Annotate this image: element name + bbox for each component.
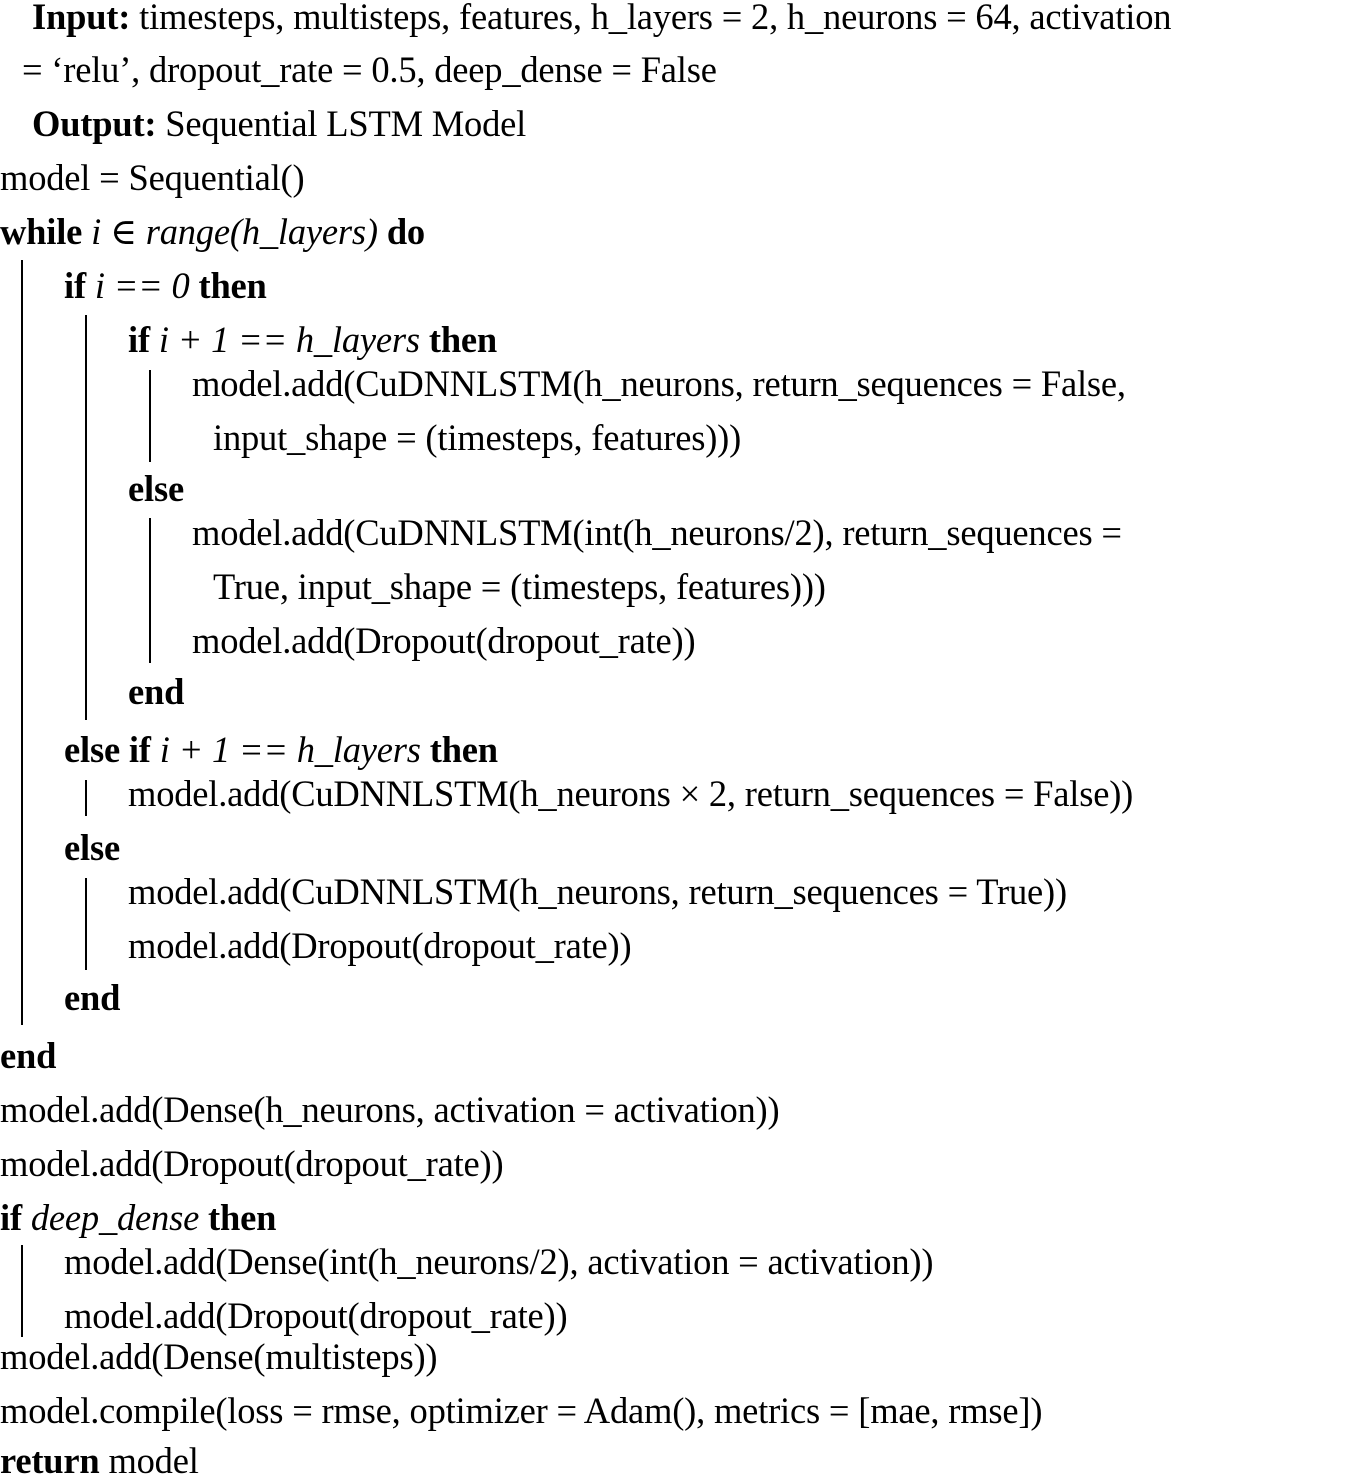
output-label: Output: — [32, 103, 157, 144]
cond-deep-dense: deep_dense — [30, 1197, 200, 1238]
kw-do: do — [386, 211, 425, 252]
while-block-bar — [21, 260, 23, 1025]
end-if-line: end — [64, 977, 121, 1018]
if-last-layer-inner-line: if i + 1 == h_layers then — [128, 319, 498, 360]
output-line — [32, 104, 526, 144]
stmt-first-else-1: model.add(CuDNNLSTM(int(h_neurons/2), return_sequences = — [192, 512, 1122, 553]
else-inner-block-bar — [149, 518, 151, 663]
else-inner-line: else — [128, 468, 184, 509]
stmt-dropout-1: model.add(Dropout(dropout_rate)) — [192, 620, 696, 661]
end-inner-line: end — [128, 671, 185, 712]
stmt-first-else-2: True, input_shape = (timesteps, features))) — [213, 566, 826, 607]
stmt-dropout-4: model.add(Dropout(dropout_rate)) — [64, 1295, 568, 1336]
else-block-bar — [85, 878, 87, 970]
kw-return: return — [0, 1440, 100, 1481]
stmt-dropout-2: model.add(Dropout(dropout_rate)) — [128, 925, 632, 966]
if-deep-dense-block-bar — [21, 1245, 23, 1337]
while-line — [0, 212, 425, 252]
model-init-line: model = Sequential() — [0, 157, 305, 198]
input-label: Input: — [32, 0, 131, 37]
else-if-block-bar — [85, 780, 87, 816]
stmt-first-last-1: model.add(CuDNNLSTM(h_neurons, return_sequences = False, — [192, 363, 1126, 404]
stmt-compile: model.compile(loss = rmse, optimizer = Adam(), metrics = [mae, rmse]) — [0, 1390, 1043, 1431]
input-params-1: timesteps, multisteps, features, h_layers = 2, h_neurons = 64, activation — [139, 0, 1172, 37]
stmt-dense-out: model.add(Dense(multisteps)) — [0, 1336, 438, 1377]
stmt-last-layer: model.add(CuDNNLSTM(h_neurons × 2, return_sequences = False)) — [128, 773, 1134, 814]
return-value: model — [108, 1440, 199, 1481]
kw-while: while — [0, 211, 83, 252]
stmt-dropout-3: model.add(Dropout(dropout_rate)) — [0, 1143, 504, 1184]
end-while-line: end — [0, 1035, 57, 1076]
while-condition: i ∈ range(h_layers) — [91, 211, 378, 252]
return-line — [0, 1441, 199, 1481]
if-last-layer-inner-block-bar — [149, 370, 151, 462]
if-deep-dense-line: if deep_dense then — [0, 1197, 277, 1238]
input-line-2 — [22, 50, 717, 90]
stmt-middle-layer: model.add(CuDNNLSTM(h_neurons, return_sequences = True)) — [128, 871, 1067, 912]
if-first-layer-block-bar — [85, 315, 87, 720]
cond-last-layer: i + 1 == h_layers — [158, 319, 420, 360]
else-line: else — [64, 827, 120, 868]
input-line-1 — [32, 0, 1171, 37]
input-params-2: = ‘relu’, dropout_rate = 0.5, deep_dense = False — [22, 49, 717, 90]
else-if-line: else if i + 1 == h_layers then — [64, 729, 498, 770]
stmt-dense-half: model.add(Dense(int(h_neurons/2), activation = activation)) — [64, 1241, 934, 1282]
stmt-dense-act: model.add(Dense(h_neurons, activation = activation)) — [0, 1089, 780, 1130]
output-text: Sequential LSTM Model — [165, 103, 527, 144]
cond-i-zero: i == 0 — [94, 265, 190, 306]
stmt-first-last-2: input_shape = (timesteps, features))) — [213, 417, 742, 458]
if-first-layer-line: if i == 0 then — [64, 265, 267, 306]
